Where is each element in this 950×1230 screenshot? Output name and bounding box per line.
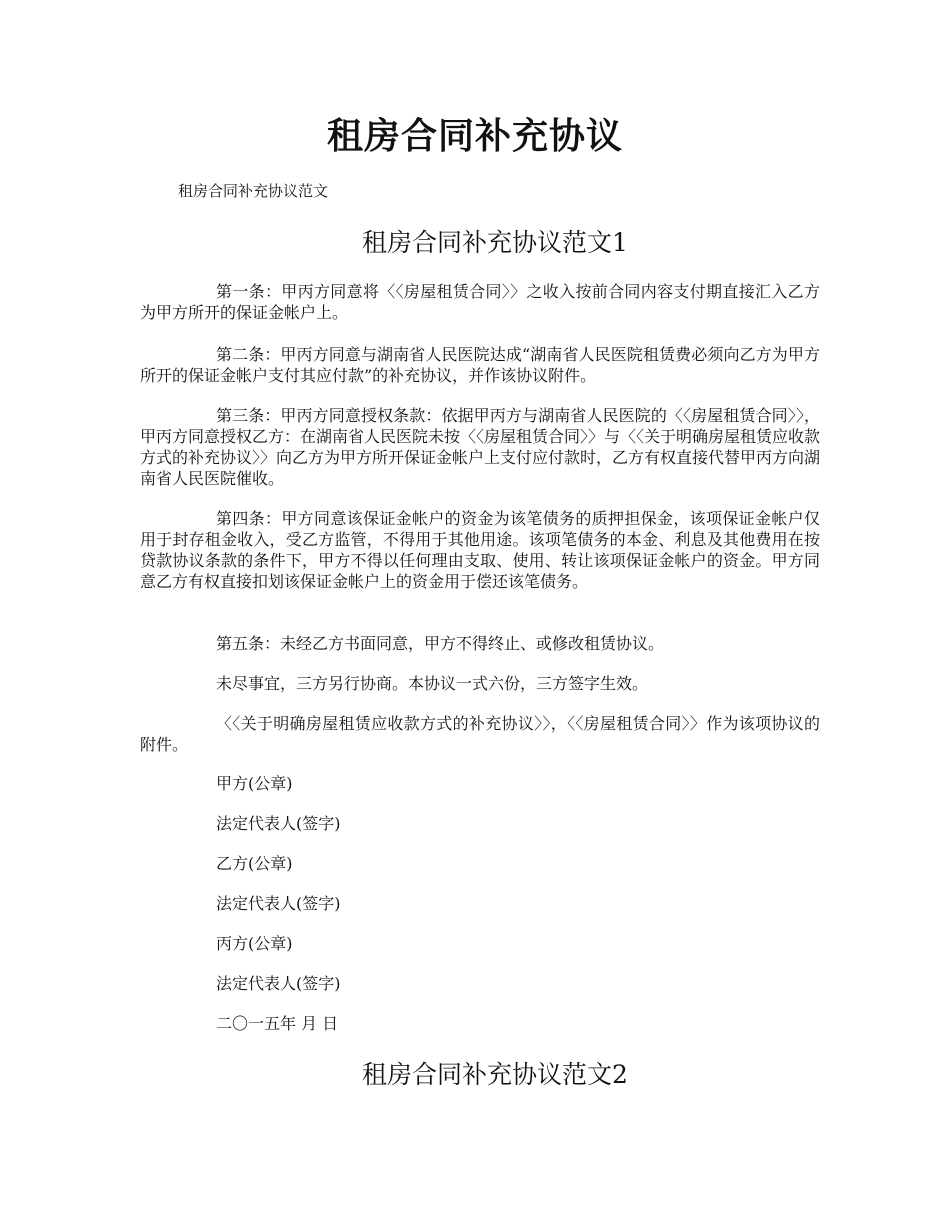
attachment-note: 〈〈关于明确房屋租赁应收款方式的补充协议〉〉，〈〈房屋租赁合同〉〉作为该项协议的附件。 bbox=[140, 714, 820, 754]
signing-date: 二〇一五年 月 日 bbox=[216, 1014, 339, 1033]
party-b-seal: 乙方(公章) bbox=[216, 854, 293, 873]
clause-1: 第一条：甲丙方同意将〈〈房屋租赁合同〉〉之收入按前合同内容支付期直接汇入乙方为甲方所开的保证金帐户上。 bbox=[140, 282, 820, 322]
closing-note: 未尽事宜，三方另行协商。本协议一式六份，三方签字生效。 bbox=[216, 674, 649, 693]
document-subtitle: 租房合同补充协议范文 bbox=[178, 182, 329, 200]
party-c-representative: 法定代表人(签字) bbox=[216, 974, 341, 993]
clause-5: 第五条：未经乙方书面同意，甲方不得终止、或修改租赁协议。 bbox=[216, 634, 665, 653]
document-title: 租房合同补充协议 bbox=[326, 115, 623, 157]
section-1-heading: 租房合同补充协议范文1 bbox=[362, 228, 628, 257]
party-a-representative: 法定代表人(签字) bbox=[216, 814, 341, 833]
clause-3: 第三条：甲丙方同意授权条款：依据甲丙方与湖南省人民医院的〈〈房屋租赁合同〉〉，甲丙方同意授权乙方：在湖南省人民医院未按〈〈房屋租赁合同〉〉与〈〈关于明确房屋租赁应收款方式的补充协议〉〉向乙方为甲方所开保证金帐户上支付应付款时，乙方有权直接代替甲丙方向湖南省人民医院催收。 bbox=[140, 406, 821, 488]
clause-4: 第四条：甲方同意该保证金帐户的资金为该笔债务的质押担保金，该项保证金帐户仅用于封存租金收入，受乙方监管，不得用于其他用途。该项笔债务的本金、利息及其他费用在按贷款协议条款的条件下，甲方不得以任何理由支取、使用、转让该项保证金帐户的资金。甲方同意乙方有权直接扣划该保证金帐户上的资金用于偿还该笔债务。 bbox=[140, 509, 820, 591]
party-a-seal: 甲方(公章) bbox=[216, 774, 293, 793]
party-c-seal: 丙方(公章) bbox=[216, 934, 293, 953]
clause-2: 第二条：甲丙方同意与湖南省人民医院达成“湖南省人民医院租赁费必须向乙方为甲方所开的保证金帐户支付其应付款”的补充协议，并作该协议附件。 bbox=[140, 345, 820, 385]
party-b-representative: 法定代表人(签字) bbox=[216, 894, 341, 913]
section-2-heading: 租房合同补充协议范文2 bbox=[362, 1060, 628, 1089]
